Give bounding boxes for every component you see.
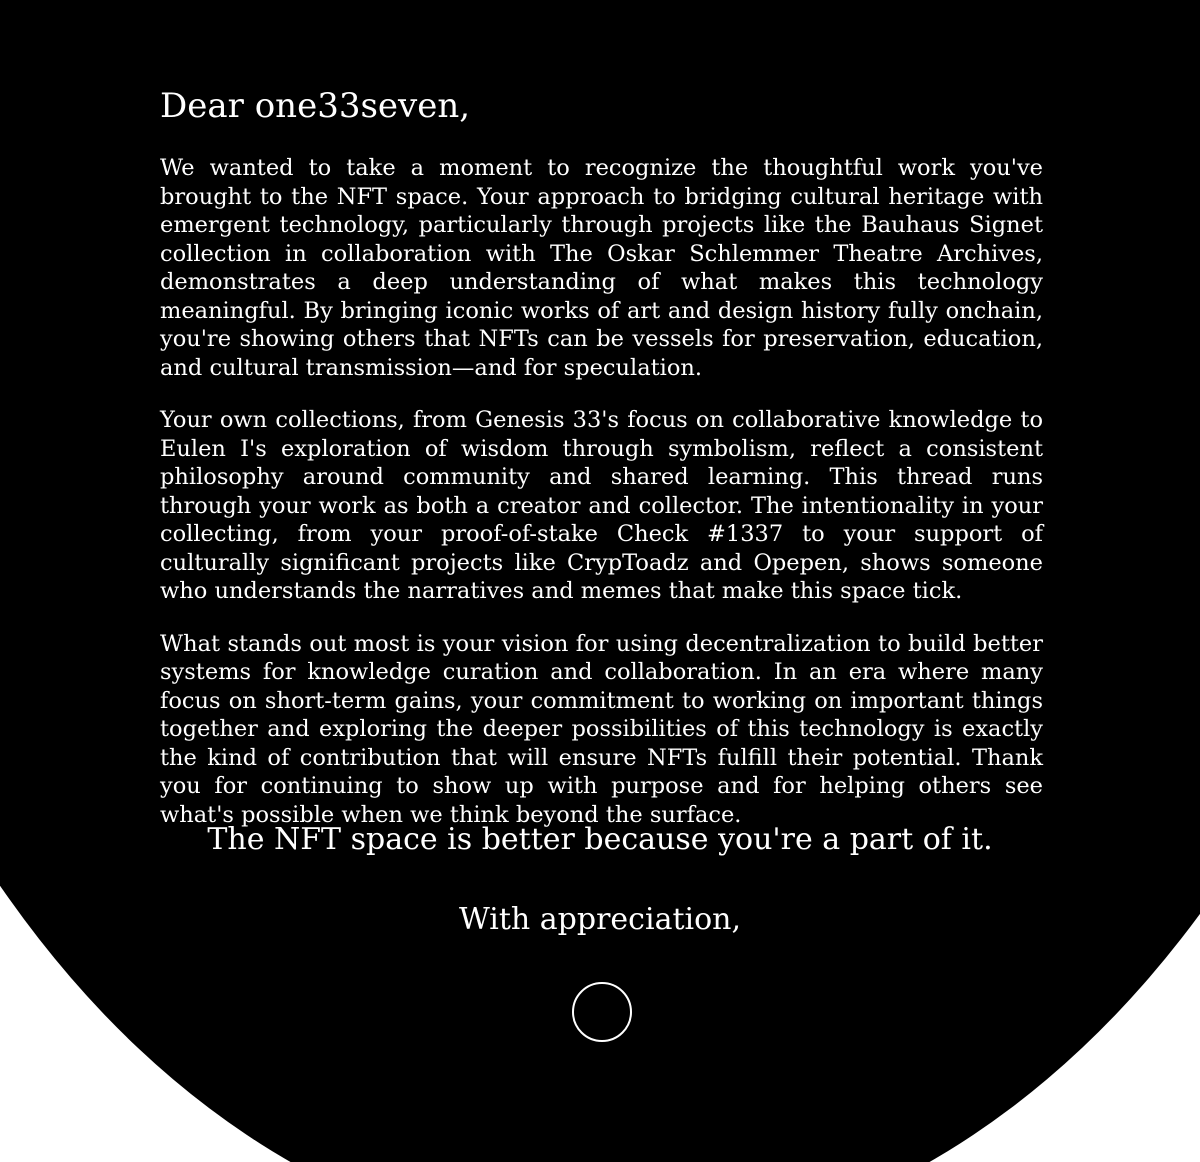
- letter-body: [160, 86, 1043, 853]
- paragraph-2: Your own collections, from Genesis 33's focus on collaborative knowledge to Eulen I's exploration of wisdom through symbolism, reflect a consistent philosophy around community and shared learning. This thread runs through your work as both a creator and collector. The intentionality in your collecting, from your proof-of-stake Check #1337 to your support of culturally significant projects like CrypToadz and Opepen, shows someone who understands the narratives and memes that make this space tick.: [160, 407, 1043, 604]
- signoff: With appreciation,: [458, 902, 742, 937]
- tagline: The NFT space is better because you're a part of it.: [207, 822, 993, 857]
- paragraph-1: We wanted to take a moment to recognize the thoughtful work you've brought to the NFT space. Your approach to bridging cultural heritage with emergent technology, particularly through projects like the Bauhaus Signet collection in collaboration with The Oskar Schlemmer Theatre Archives, demonstrates a deep understanding of what makes this technology meaningful. By bringing iconic works of art and design history fully onchain, you're showing others that NFTs can be vessels for preservation, education, and cultural transmission—and for speculation.: [160, 155, 1043, 381]
- greeting: Dear one33seven,: [160, 86, 471, 126]
- paragraph-3: What stands out most is your vision for using decentralization to build better systems for knowledge curation and collaboration. In an era where many focus on short-term gains, your commitment to working on important things together and exploring the deeper possibilities of this technology is exactly the kind of contribution that will ensure NFTs fulfill their potential. Thank you for continuing to show up with purpose and for helping others see what's possible when we think beyond the surface.: [160, 630, 1043, 828]
- circle-icon: [572, 982, 632, 1042]
